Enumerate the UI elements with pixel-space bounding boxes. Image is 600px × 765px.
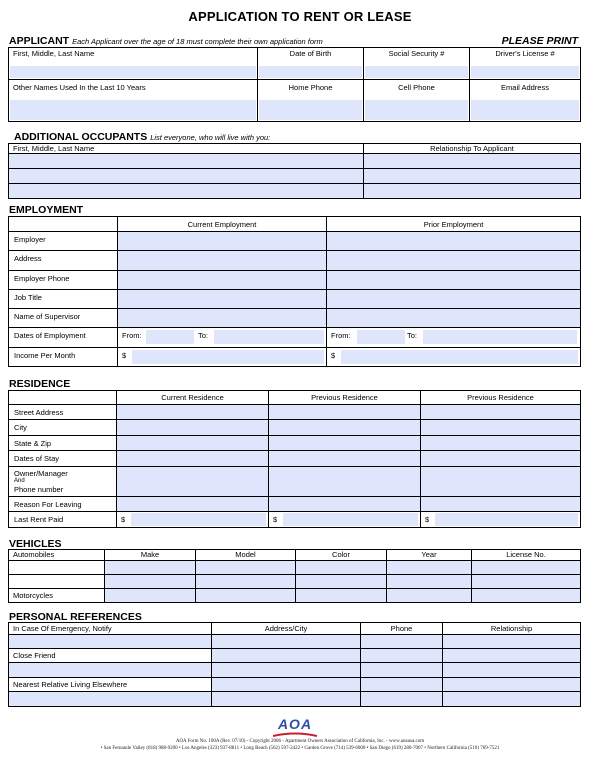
city-label: City: [9, 420, 117, 436]
form-title: APPLICATION TO RENT OR LEASE: [188, 9, 412, 24]
license-header: License No.: [472, 550, 581, 561]
current-employer-input[interactable]: [118, 232, 327, 251]
owner-manager-line1: Owner/Manager: [14, 469, 68, 478]
previous-residence-header-2: Previous Residence: [421, 391, 581, 405]
friend-name-input[interactable]: [9, 663, 212, 678]
full-name-field[interactable]: [9, 48, 258, 80]
occupants-heading: [14, 131, 270, 143]
state-zip-input[interactable]: [421, 436, 581, 451]
other-names-field[interactable]: [9, 80, 258, 122]
owner-manager-label: [9, 467, 117, 497]
model-input[interactable]: [196, 561, 296, 575]
state-zip-input[interactable]: [117, 436, 269, 451]
employment-table: [8, 216, 581, 367]
current-supervisor-input[interactable]: [118, 309, 327, 328]
occupant-name-header: First, Middle, Last Name: [9, 144, 364, 154]
color-input[interactable]: [296, 589, 387, 603]
drivers-license-label: Driver's License #: [495, 49, 555, 58]
address-label: Address: [9, 251, 118, 271]
occupants-table: [8, 143, 581, 199]
home-phone-label: Home Phone: [288, 83, 333, 92]
model-input[interactable]: [196, 575, 296, 589]
automobiles-header: Automobiles: [9, 550, 105, 561]
email-label: Email Address: [501, 83, 549, 92]
model-input[interactable]: [196, 589, 296, 603]
applicant-note: Each Applicant over the age of 18 must complete their own application form: [72, 37, 323, 46]
drivers-license-input[interactable]: [471, 66, 579, 78]
street-address-input[interactable]: [269, 405, 421, 420]
date-of-birth-input[interactable]: [259, 66, 362, 78]
dates-of-stay-label: Dates of Stay: [9, 451, 117, 467]
dollar-sign: $: [273, 515, 278, 524]
license-input[interactable]: [472, 589, 581, 603]
home-phone-input[interactable]: [259, 100, 362, 120]
make-header: Make: [105, 550, 196, 561]
residence-heading: RESIDENCE: [9, 378, 71, 390]
references-heading: PERSONAL REFERENCES: [9, 611, 142, 623]
cell-phone-label: Cell Phone: [398, 83, 435, 92]
reason-for-leaving-input[interactable]: [269, 497, 421, 512]
owner-manager-input[interactable]: [117, 467, 269, 497]
prior-employer-phone-input[interactable]: [327, 271, 581, 290]
employer-label: Employer: [9, 232, 118, 251]
relative-relationship-input[interactable]: [443, 678, 581, 692]
occupant-name-input[interactable]: [9, 184, 364, 199]
ssn-field[interactable]: [364, 48, 470, 80]
last-rent-input[interactable]: [131, 513, 266, 526]
relative-name-input[interactable]: [9, 692, 212, 707]
friend-relationship-input-2[interactable]: [443, 663, 581, 678]
vehicles-heading: VEHICLES: [9, 538, 62, 550]
to-label: To:: [198, 331, 209, 340]
friend-phone-input-2[interactable]: [361, 663, 443, 678]
ssn-label: Social Security #: [388, 49, 445, 58]
references-table: [8, 622, 581, 707]
color-input[interactable]: [296, 575, 387, 589]
dollar-sign: $: [122, 351, 127, 360]
prior-employer-input[interactable]: [327, 232, 581, 251]
occupant-name-input[interactable]: [9, 169, 364, 184]
prior-income-field[interactable]: [327, 348, 581, 367]
current-income-field[interactable]: [118, 348, 327, 367]
friend-relationship-input[interactable]: [443, 649, 581, 663]
dollar-sign: $: [425, 515, 430, 524]
email-input[interactable]: [471, 100, 579, 120]
close-friend-label: Close Friend: [9, 649, 212, 663]
license-input[interactable]: [472, 575, 581, 589]
from-label: From:: [331, 331, 351, 340]
current-to-input[interactable]: [214, 330, 324, 344]
emergency-name-input[interactable]: [9, 635, 212, 649]
other-names-input[interactable]: [10, 100, 256, 120]
ssn-input[interactable]: [365, 66, 468, 78]
color-header: Color: [296, 550, 387, 561]
full-name-label: First, Middle, Last Name: [13, 49, 95, 58]
street-address-input[interactable]: [421, 405, 581, 420]
relative-address-input-2[interactable]: [212, 692, 361, 707]
year-input[interactable]: [387, 561, 472, 575]
prior-income-input[interactable]: [341, 350, 578, 364]
last-rent-input[interactable]: [435, 513, 578, 526]
street-address-input[interactable]: [117, 405, 269, 420]
current-income-input[interactable]: [132, 350, 324, 364]
emergency-address-input[interactable]: [212, 635, 361, 649]
last-rent-field[interactable]: [421, 512, 581, 528]
footer-copyright: AOA Form No. 100A (Rev. 07/10) - Copyright 2006 - Apartment Owners Association of California, Inc. - www.aoausa.com: [175, 739, 425, 744]
current-address-input[interactable]: [118, 251, 327, 271]
last-rent-input[interactable]: [283, 513, 418, 526]
dates-of-stay-input[interactable]: [117, 451, 269, 467]
year-input[interactable]: [387, 589, 472, 603]
last-rent-field[interactable]: [117, 512, 269, 528]
supervisor-label: Name of Supervisor: [9, 309, 118, 328]
city-input[interactable]: [421, 420, 581, 436]
owner-manager-and: And: [14, 478, 25, 484]
owner-manager-input[interactable]: [269, 467, 421, 497]
reason-for-leaving-label: Reason For Leaving: [9, 497, 117, 512]
from-label: From:: [122, 331, 142, 340]
cell-phone-field[interactable]: [364, 80, 470, 122]
owner-manager-line2: Phone number: [14, 485, 64, 494]
employment-heading: EMPLOYMENT: [9, 204, 84, 216]
occupant-relationship-input[interactable]: [364, 169, 581, 184]
nearest-relative-label: Nearest Relative Living Elsewhere: [9, 678, 212, 692]
residence-blank-header: [9, 391, 117, 405]
current-residence-header: Current Residence: [117, 391, 269, 405]
last-rent-paid-label: Last Rent Paid: [9, 512, 117, 528]
address-city-header: Address/City: [212, 623, 361, 635]
applicant-heading: [9, 35, 323, 47]
friend-address-input-2[interactable]: [212, 663, 361, 678]
friend-address-input[interactable]: [212, 649, 361, 663]
prior-from-input[interactable]: [357, 330, 405, 344]
prior-supervisor-input[interactable]: [327, 309, 581, 328]
other-names-label: Other Names Used In the Last 10 Years: [13, 83, 146, 92]
occupants-note: List everyone, who will live with you:: [150, 133, 271, 142]
city-input[interactable]: [117, 420, 269, 436]
dates-of-stay-input[interactable]: [269, 451, 421, 467]
prior-employment-header: Prior Employment: [327, 217, 581, 232]
emergency-relationship-input[interactable]: [443, 635, 581, 649]
emergency-header: In Case Of Emergency, Notify: [9, 623, 212, 635]
state-zip-input[interactable]: [269, 436, 421, 451]
current-employer-phone-input[interactable]: [118, 271, 327, 290]
occupant-relationship-input[interactable]: [364, 154, 581, 169]
email-field[interactable]: [470, 80, 581, 122]
dates-of-stay-input[interactable]: [421, 451, 581, 467]
license-input[interactable]: [472, 561, 581, 575]
relative-phone-input-2[interactable]: [361, 692, 443, 707]
dollar-sign: $: [331, 351, 336, 360]
prior-to-input[interactable]: [423, 330, 577, 344]
occupant-name-input[interactable]: [9, 154, 364, 169]
dates-of-employment-label: Dates of Employment: [9, 328, 118, 348]
state-zip-label: State & Zip: [9, 436, 117, 451]
motorcycles-label: Motorcycles: [9, 589, 105, 603]
applicant-table: [8, 47, 581, 122]
make-input[interactable]: [105, 589, 196, 603]
logo-swoosh-icon: [273, 732, 317, 738]
street-address-label: Street Address: [9, 405, 117, 420]
last-rent-field[interactable]: [269, 512, 421, 528]
residence-table: [8, 390, 581, 528]
color-input[interactable]: [296, 561, 387, 575]
occupant-relationship-header: Relationship To Applicant: [364, 144, 581, 154]
previous-residence-header: Previous Residence: [269, 391, 421, 405]
phone-header: Phone: [361, 623, 443, 635]
vehicle-row-label: [9, 575, 105, 589]
date-of-birth-label: Date of Birth: [289, 49, 332, 58]
make-input[interactable]: [105, 575, 196, 589]
relationship-header: Relationship: [443, 623, 581, 635]
year-header: Year: [387, 550, 472, 561]
friend-phone-input[interactable]: [361, 649, 443, 663]
emergency-phone-input[interactable]: [361, 635, 443, 649]
occupant-relationship-input[interactable]: [364, 184, 581, 199]
current-from-input[interactable]: [146, 330, 194, 344]
date-of-birth-field[interactable]: [258, 48, 364, 80]
relative-address-input[interactable]: [212, 678, 361, 692]
make-input[interactable]: [105, 561, 196, 575]
vehicle-row-label: [9, 561, 105, 575]
income-label: Income Per Month: [9, 348, 118, 367]
prior-job-title-input[interactable]: [327, 290, 581, 309]
occupants-heading-text: ADDITIONAL OCCUPANTS: [14, 131, 148, 143]
owner-manager-input[interactable]: [421, 467, 581, 497]
full-name-input[interactable]: [10, 66, 256, 78]
job-title-label: Job Title: [9, 290, 118, 309]
year-input[interactable]: [387, 575, 472, 589]
cell-phone-input[interactable]: [365, 100, 468, 120]
to-label: To:: [407, 331, 418, 340]
footer-offices: • San Fernando Valley (818) 988-9200 • Los Angeles (323) 937-8811 • Long Beach (562) 597-2422 • Garden Grove (714) 539-6000 • San Diego (619) 280-7007 • Northern California (510) 769-7521: [100, 746, 500, 751]
vehicles-table: [8, 549, 581, 603]
employer-phone-label: Employer Phone: [9, 271, 118, 290]
relative-phone-input[interactable]: [361, 678, 443, 692]
aoa-logo-text: AOA: [277, 716, 313, 732]
city-input[interactable]: [269, 420, 421, 436]
reason-for-leaving-input[interactable]: [421, 497, 581, 512]
prior-address-input[interactable]: [327, 251, 581, 271]
current-job-title-input[interactable]: [118, 290, 327, 309]
prior-dates-field[interactable]: [327, 328, 581, 348]
current-employment-header: Current Employment: [118, 217, 327, 232]
dollar-sign: $: [121, 515, 126, 524]
drivers-license-field[interactable]: [470, 48, 581, 80]
relative-relationship-input-2[interactable]: [443, 692, 581, 707]
applicant-heading-text: APPLICANT: [9, 35, 70, 47]
current-dates-field[interactable]: [118, 328, 327, 348]
home-phone-field[interactable]: [258, 80, 364, 122]
model-header: Model: [196, 550, 296, 561]
employment-blank-header: [9, 217, 118, 232]
reason-for-leaving-input[interactable]: [117, 497, 269, 512]
please-print-label: PLEASE PRINT: [501, 35, 578, 47]
